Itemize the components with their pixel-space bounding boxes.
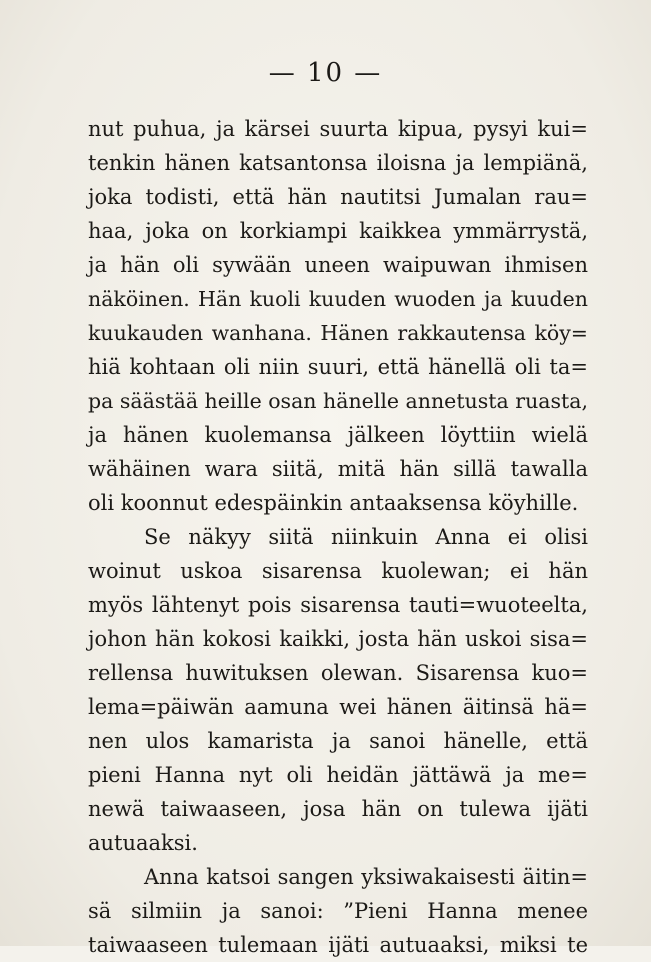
text-line: lema=päiwän aamuna wei hänen äitinsä hä=	[88, 695, 588, 719]
text-line: nut puhua, ja kärsei suurta kipua, pysyi kui=	[88, 117, 588, 141]
text-line: ja hänen kuolemansa jälkeen löyttiin wielä	[88, 423, 588, 447]
text-line: autuaaksi.	[88, 831, 198, 855]
text-line: Se näkyy siitä niinkuin Anna ei olisi	[144, 525, 588, 549]
text-line: joka todisti, että hän nautitsi Jumalan rau=	[88, 185, 588, 209]
text-line: pa säästää heille osan hänelle annetusta ruasta,	[88, 389, 588, 413]
text-line: haa, joka on korkiampi kaikkea ymmärrystä,	[88, 219, 588, 243]
text-line: wähäinen wara siitä, mitä hän sillä tawalla	[88, 457, 588, 481]
text-line: pieni Hanna nyt oli heidän jättäwä ja me=	[88, 763, 588, 787]
text-line: kuukauden wanhana. Hänen rakkautensa köy=	[88, 321, 588, 345]
text-line: woinut uskoa sisarensa kuolewan; ei hän	[88, 559, 588, 583]
page-number: — 10 —	[268, 58, 383, 88]
text-line: näköinen. Hän kuoli kuuden wuoden ja kuuden	[88, 287, 588, 311]
text-line: rellensa huwituksen olewan. Sisarensa kuo=	[88, 661, 588, 685]
text-line: hiä kohtaan oli niin suuri, että hänellä oli ta=	[88, 355, 588, 379]
text-line: myös lähtenyt pois sisarensa tauti=wuoteelta,	[88, 593, 588, 617]
text-line: tenkin hänen katsantonsa iloisna ja lempiänä,	[88, 151, 588, 175]
text-line: nen ulos kamarista ja sanoi hänelle, että	[88, 729, 588, 753]
text-line: oli koonnut edespäinkin antaaksensa köyhille.	[88, 491, 579, 515]
text-line: newä taiwaaseen, josa hän on tulewa ijäti	[88, 797, 588, 821]
text-line: Anna katsoi sangen yksiwakaisesti äitin=	[144, 865, 588, 889]
text-line: ja hän oli sywään uneen waipuwan ihmisen	[88, 253, 588, 277]
text-line: johon hän kokosi kaikki, josta hän uskoi sisa=	[88, 627, 588, 651]
text-line: taiwaaseen tulemaan ijäti autuaaksi, miksi te	[88, 933, 588, 957]
text-line: sä silmiin ja sanoi: ”Pieni Hanna menee	[88, 899, 588, 923]
body-text	[88, 112, 588, 962]
